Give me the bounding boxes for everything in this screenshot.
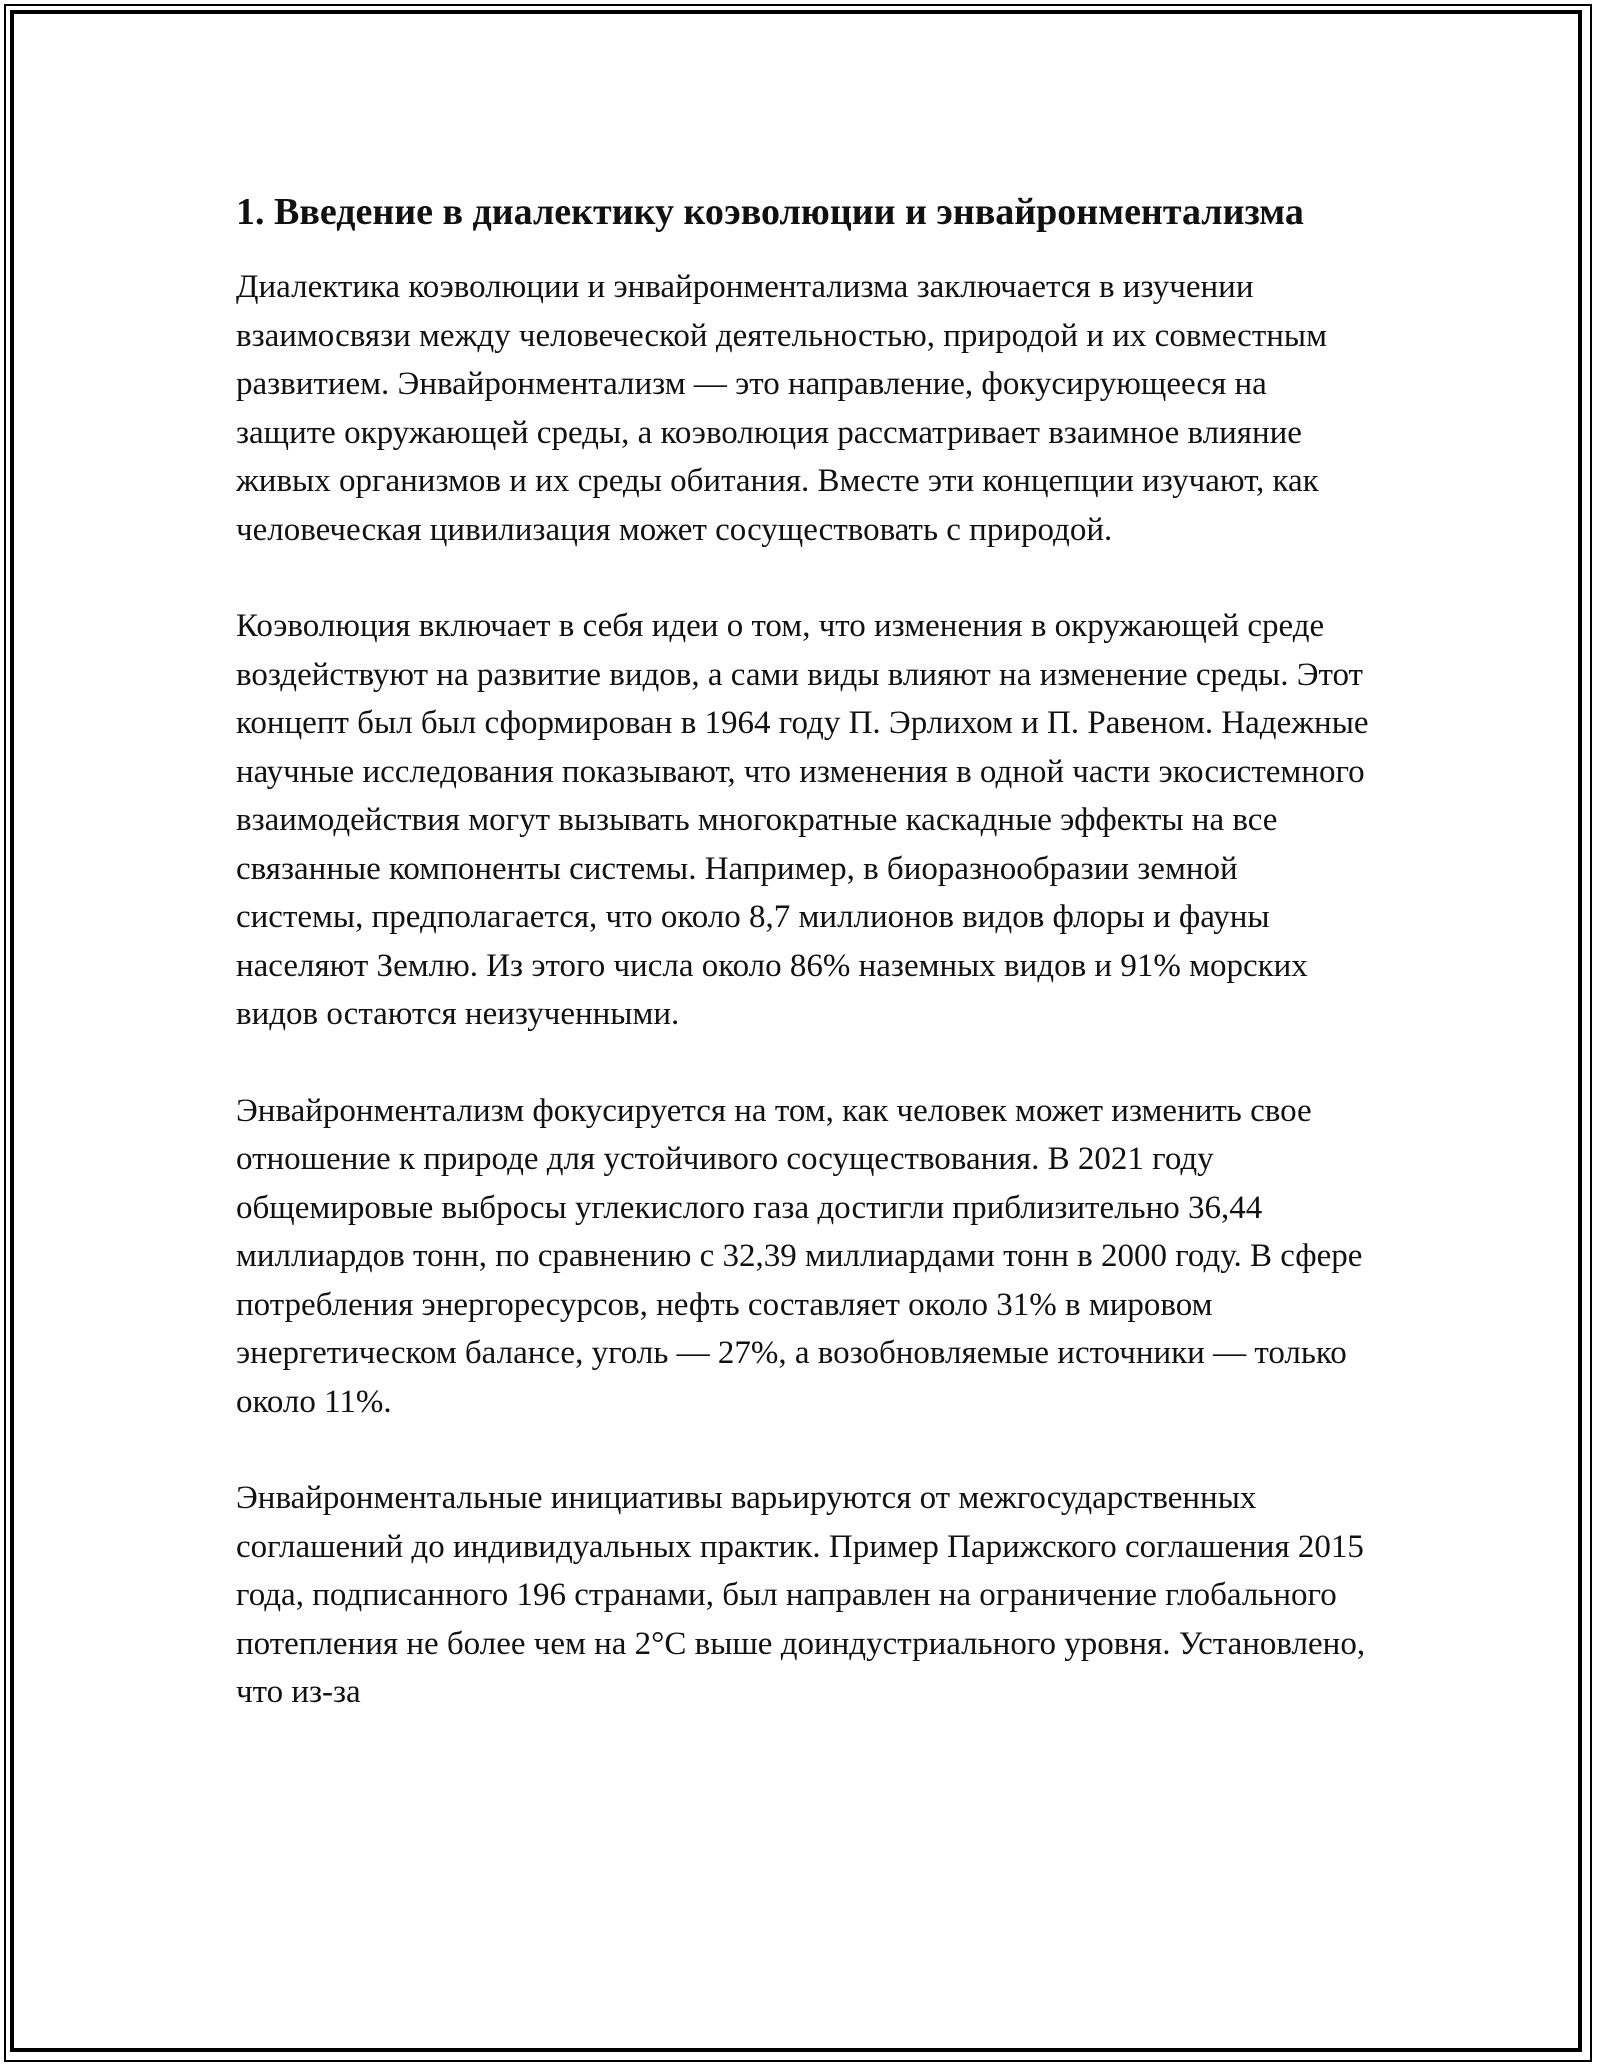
paragraph-initiatives: Энвайронментальные инициативы варьируются от межгосударственных соглашений до индивидуальных практик. Пример Парижского соглашения 2015 года, подписанного 196 странами, был направлен на ограничение глобального потепления не более чем на 2°C выше доиндустриального уровня. Установлено, что из-за [236,1480,1366,1710]
paragraph-intro: Диалектика коэволюции и энвайронментализма заключается в изучении взаимосвязи между человеческой деятельностью, природой и их совместным развитием. Энвайронментализм — это направление, фокусирующееся на защите окружающей среды, а коэволюция рассматривает взаимное влияние живых организмов и их среды обитания. Вместе эти концепции изучают, как человеческая цивилизация может сосуществовать с природой. [236,269,1327,548]
section-heading: 1. Введение в диалектику коэволюции и энвайронментализма [236,191,1304,233]
document-body [236,186,1370,1765]
paragraph-environmentalism: Энвайронментализм фокусируется на том, как человек может изменить свое отношение к природе для устойчивого сосуществования. В 2021 году общемировые выбросы углекислого газа достигли приблизительно 36,44 миллиардов тонн, по сравнению с 32,39 миллиардами тонн в 2000 году. В сфере потребления энергоресурсов, нефть составляет около 31% в мировом энергетическом балансе, уголь — 27%, а возобновляемые источники — только около 11%. [236,1092,1363,1420]
paragraph-coevolution: Коэволюция включает в себя идеи о том, что изменения в окружающей среде воздействуют на развитие видов, а сами виды влияют на изменение среды. Этот концепт был был сформирован в 1964 году П. Эрлихом и П. Равеном. Надежные научные исследования показывают, что изменения в одной части экосистемного взаимодействия могут вызывать многократные каскадные эффекты на все связанные компоненты системы. Например, в биоразнообразии земной системы, предполагается, что около 8,7 миллионов видов флоры и фауны населяют Землю. Из этого числа около 86% наземных видов и 91% морских видов остаются неизученными. [236,608,1369,1032]
